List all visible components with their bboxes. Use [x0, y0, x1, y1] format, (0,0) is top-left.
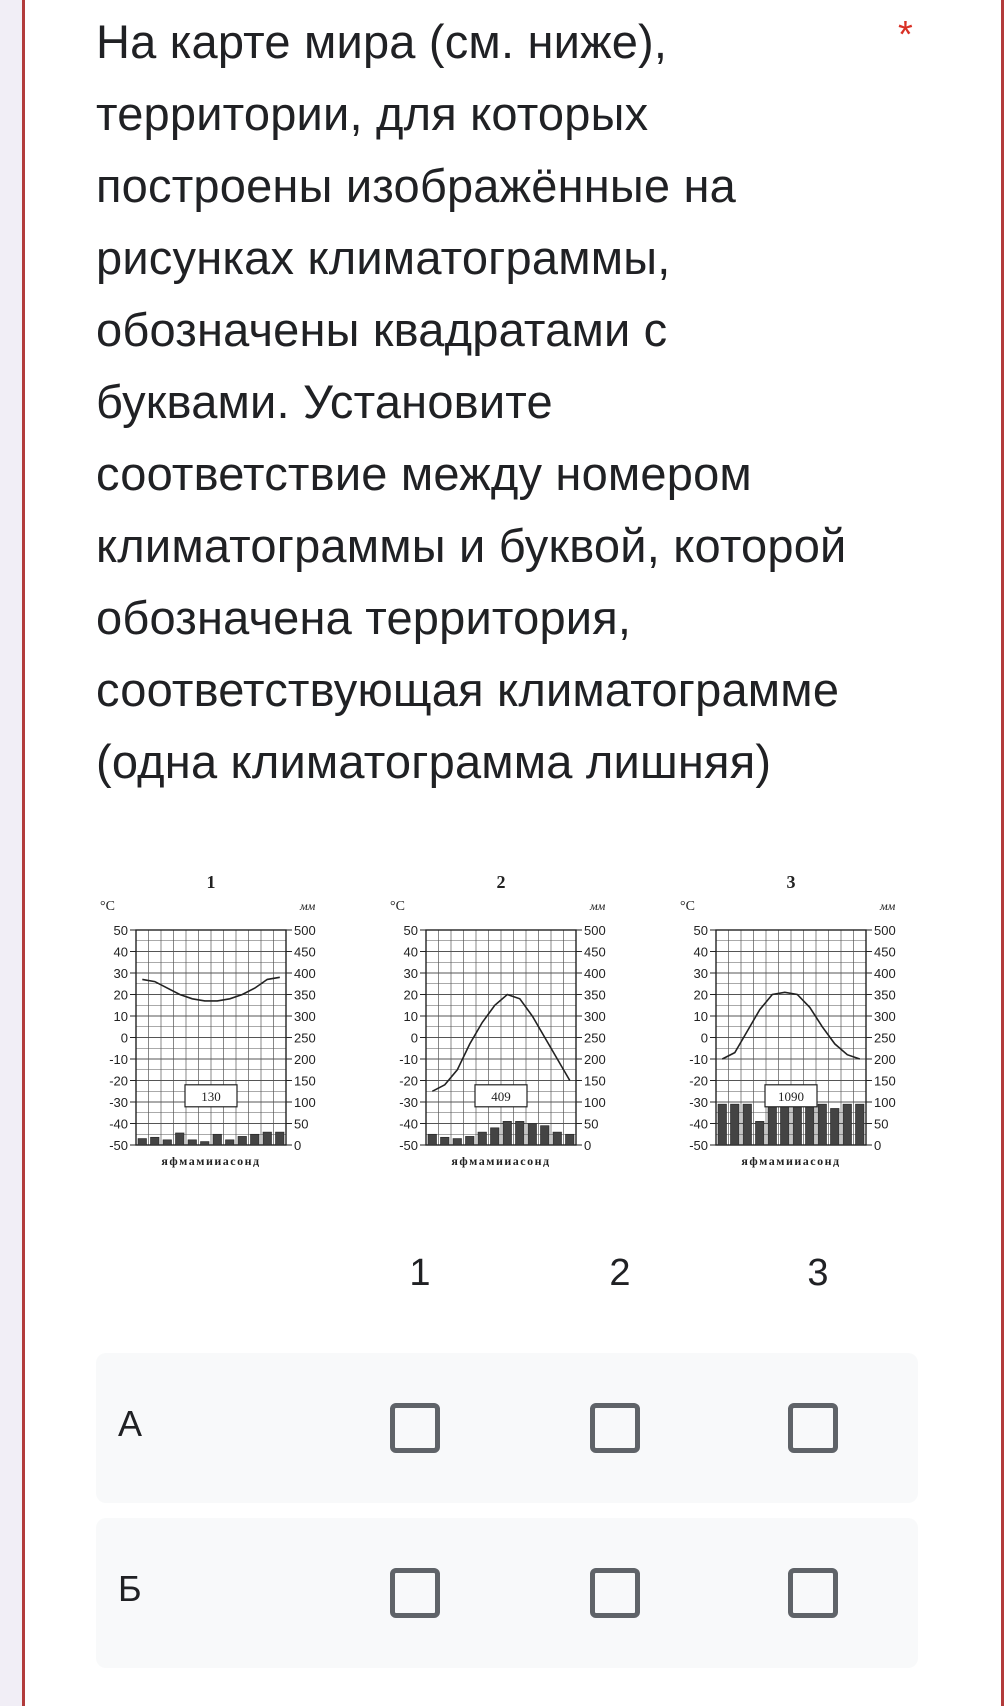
precipitation-bar [553, 1132, 562, 1145]
precipitation-bar [818, 1104, 827, 1145]
left-tick-label: -10 [689, 1052, 708, 1067]
left-tick-label: -50 [109, 1138, 128, 1153]
question-line: (одна климатограмма лишняя) [96, 735, 772, 788]
left-tick-label: -40 [689, 1116, 708, 1132]
months-label: яфмамииасонд [451, 1154, 551, 1168]
left-tick-label: 0 [700, 1030, 708, 1046]
right-tick-label: 500 [874, 923, 896, 938]
annual-precip-label: 409 [491, 1088, 511, 1104]
precipitation-bar [453, 1139, 462, 1145]
question-line: соответствующая климатограмме [96, 663, 840, 716]
precipitation-bar [503, 1121, 512, 1145]
precipitation-bar [163, 1140, 172, 1145]
column-header-1: 1 [409, 1252, 431, 1294]
precipitation-bar [528, 1124, 537, 1146]
question-line: обозначены квадратами с [96, 303, 668, 356]
checkbox-a-2[interactable] [590, 1403, 640, 1453]
right-tick-label: 200 [584, 1052, 606, 1067]
left-tick-label: 30 [113, 966, 128, 981]
precipitation-bar [276, 1132, 285, 1145]
precipitation-bar [856, 1104, 865, 1145]
precipitation-bar [466, 1136, 475, 1145]
left-tick-label: -20 [689, 1073, 708, 1089]
left-tick-label: 20 [693, 987, 708, 1003]
precipitation-bar [831, 1108, 840, 1145]
right-tick-label: 400 [874, 966, 896, 981]
right-tick-label: 300 [294, 1009, 316, 1024]
right-tick-label: 500 [584, 923, 606, 938]
right-tick-label: 500 [294, 923, 316, 938]
right-tick-label: 0 [294, 1138, 302, 1153]
precipitation-bar [756, 1121, 765, 1145]
checkbox-a-1[interactable] [390, 1403, 440, 1453]
left-tick-label: 50 [113, 923, 128, 938]
column-header-3: 3 [807, 1252, 829, 1294]
checkbox-b-1[interactable] [390, 1568, 440, 1618]
precipitation-bar [516, 1121, 525, 1145]
left-unit-label: °C [100, 899, 115, 914]
right-tick-label: 100 [874, 1095, 896, 1110]
chart-title: 2 [496, 872, 506, 892]
right-tick-label: 250 [294, 1030, 316, 1046]
precipitation-bar [781, 1102, 790, 1145]
left-tick-label: -20 [399, 1073, 418, 1089]
left-tick-label: 10 [113, 1009, 128, 1024]
question-line: обозначена территория, [96, 591, 632, 644]
precipitation-bar [743, 1104, 752, 1145]
left-tick-label: -20 [109, 1073, 128, 1089]
chart-title: 3 [786, 872, 796, 892]
right-tick-label: 350 [294, 987, 316, 1003]
climatogram-1 [96, 868, 356, 1188]
left-tick-label: -50 [399, 1138, 418, 1153]
question-line: территории, для которых [96, 87, 649, 140]
right-tick-label: 350 [874, 987, 896, 1003]
precipitation-bar [491, 1128, 500, 1145]
question-line: На карте мира (см. ниже), [96, 15, 668, 68]
right-unit-label: мм [590, 899, 606, 913]
left-tick-label: -10 [109, 1052, 128, 1067]
left-tick-label: 30 [403, 966, 418, 981]
precipitation-bar [768, 1104, 777, 1145]
precipitation-bar [251, 1134, 260, 1145]
left-tick-label: 50 [403, 923, 418, 938]
left-tick-label: -10 [399, 1052, 418, 1067]
right-tick-label: 200 [294, 1052, 316, 1067]
required-marker: * [898, 14, 913, 56]
question-line: соответствие между номером [96, 447, 752, 500]
left-tick-label: 50 [693, 923, 708, 938]
left-tick-label: 10 [693, 1009, 708, 1024]
left-tick-label: 0 [410, 1030, 418, 1046]
right-tick-label: 450 [584, 944, 606, 960]
checkbox-b-2[interactable] [590, 1568, 640, 1618]
column-header-2: 2 [609, 1252, 631, 1294]
annual-precip-label: 130 [201, 1088, 221, 1104]
right-tick-label: 50 [874, 1116, 889, 1132]
precipitation-bar [566, 1134, 575, 1145]
right-unit-label: мм [880, 899, 896, 913]
right-tick-label: 250 [584, 1030, 606, 1046]
precipitation-bar [843, 1104, 852, 1145]
right-tick-label: 150 [294, 1073, 316, 1089]
question-line: построены изображённые на [96, 159, 737, 212]
left-tick-label: -40 [109, 1116, 128, 1132]
right-tick-label: 300 [584, 1009, 606, 1024]
row-label-b: Б [118, 1568, 142, 1609]
left-tick-label: 0 [120, 1030, 128, 1046]
chart-title: 1 [206, 872, 216, 892]
left-tick-label: -30 [689, 1095, 708, 1110]
right-tick-label: 450 [874, 944, 896, 960]
right-tick-label: 200 [874, 1052, 896, 1067]
right-unit-label: мм [300, 899, 316, 913]
climatogram-3 [676, 868, 936, 1188]
precipitation-bar [151, 1137, 160, 1145]
right-tick-label: 150 [874, 1073, 896, 1089]
grid-column-headers [0, 1248, 1004, 1308]
precipitation-bar [176, 1133, 185, 1145]
right-tick-label: 400 [294, 966, 316, 981]
right-tick-label: 50 [584, 1116, 599, 1132]
question-line: рисунках климатограммы, [96, 231, 671, 284]
precipitation-bar [201, 1142, 210, 1145]
left-tick-label: 40 [403, 944, 418, 960]
precipitation-bar [718, 1104, 727, 1145]
grid-row-b [96, 1518, 918, 1668]
months-label: яфмамииасонд [161, 1154, 261, 1168]
climatogram-2 [386, 868, 646, 1188]
page-left-margin [0, 0, 22, 1706]
precipitation-bar [226, 1140, 235, 1145]
left-tick-label: 10 [403, 1009, 418, 1024]
right-tick-label: 250 [874, 1030, 896, 1046]
right-tick-label: 300 [874, 1009, 896, 1024]
right-tick-label: 150 [584, 1073, 606, 1089]
question-line: климатограммы и буквой, которой [96, 519, 847, 572]
precipitation-bar [138, 1139, 147, 1145]
left-tick-label: -30 [399, 1095, 418, 1110]
precipitation-bar [213, 1134, 222, 1145]
grid-row-a [96, 1353, 918, 1503]
precipitation-bar [263, 1132, 272, 1145]
left-unit-label: °C [680, 899, 695, 914]
left-tick-label: -30 [109, 1095, 128, 1110]
left-tick-label: 20 [113, 987, 128, 1003]
checkbox-a-3[interactable] [788, 1403, 838, 1453]
right-tick-label: 100 [294, 1095, 316, 1110]
right-tick-label: 450 [294, 944, 316, 960]
precipitation-bar [478, 1132, 487, 1145]
right-tick-label: 0 [584, 1138, 592, 1153]
right-tick-label: 350 [584, 987, 606, 1003]
right-tick-label: 50 [294, 1116, 309, 1132]
precipitation-bar [731, 1104, 740, 1145]
question-text [96, 6, 896, 798]
precipitation-bar [188, 1140, 197, 1145]
right-tick-label: 400 [584, 966, 606, 981]
precipitation-bar [428, 1134, 437, 1145]
form-card-border-left [22, 0, 25, 1706]
right-tick-label: 0 [874, 1138, 882, 1153]
months-label: яфмамииасонд [741, 1154, 841, 1168]
left-tick-label: -40 [399, 1116, 418, 1132]
left-tick-label: 40 [693, 944, 708, 960]
left-tick-label: 30 [693, 966, 708, 981]
left-tick-label: 20 [403, 987, 418, 1003]
left-tick-label: 40 [113, 944, 128, 960]
precipitation-bar [238, 1136, 247, 1145]
climatograms-image [96, 868, 936, 1188]
left-tick-label: -50 [689, 1138, 708, 1153]
question-line: буквами. Установите [96, 375, 553, 428]
checkbox-b-3[interactable] [788, 1568, 838, 1618]
precipitation-bar [441, 1137, 450, 1145]
precipitation-bar [541, 1126, 550, 1145]
row-label-a: А [118, 1403, 143, 1444]
annual-precip-label: 1090 [778, 1088, 804, 1104]
left-unit-label: °C [390, 899, 405, 914]
right-tick-label: 100 [584, 1095, 606, 1110]
